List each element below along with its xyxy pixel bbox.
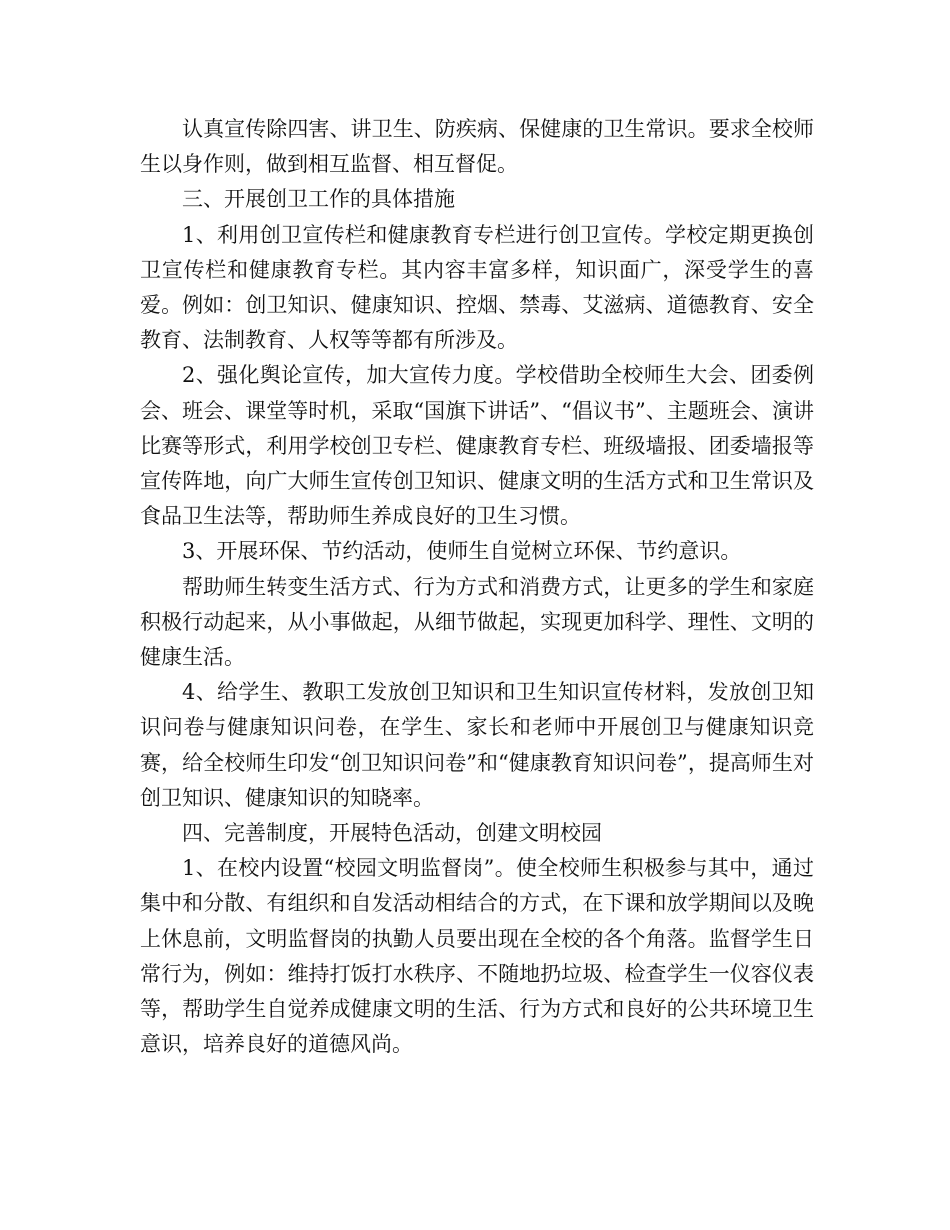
paragraph-lifestyle: 帮助师生转变生活方式、行为方式和消费方式，让更多的学生和家庭积极行动起来，从小事做起，从细节做起，实现更加科学、理性、文明的健康生活。	[140, 574, 814, 670]
paragraph-supervision-post: 1、在校内设置“校园文明监督岗”。使全校师生积极参与其中，通过集中和分散、有组织和自发活动相结合的方式，在下课和放学期间以及晚上休息前，文明监督岗的执勤人员要出现在全校的各个角落。监督学生日常行为，例如：维持打饭打水秩序、不随地扔垃圾、检查学生一仪容仪表等，帮助学生自觉养成健康文明的生活、行为方式和良好的公共环境卫生意识，培养良好的道德风尚。	[140, 856, 814, 1057]
paragraph-promote-hygiene: 认真宣传除四害、讲卫生、防疾病、保健康的卫生常识。要求全校师生以身作则，做到相互监督、相互督促。	[140, 117, 814, 177]
paragraph-measure-2: 2、强化舆论宣传，加大宣传力度。学校借助全校师生大会、团委例会、班会、课堂等时机，采取“国旗下讲话”、“倡议书”、主题班会、演讲比赛等形式，利用学校创卫专栏、健康教育专栏、班级墙报、团委墙报等宣传阵地，向广大师生宣传创卫知识、健康文明的生活方式和卫生常识及食品卫生法等，帮助师生养成良好的卫生习惯。	[140, 363, 814, 529]
paragraph-measure-3: 3、开展环保、节约活动，使师生自觉树立环保、节约意识。	[182, 539, 742, 564]
paragraph-measure-1: 1、利用创卫宣传栏和健康教育专栏进行创卫宣传。学校定期更换创卫宣传栏和健康教育专栏。其内容丰富多样，知识面广，深受学生的喜爱。例如：创卫知识、健康知识、控烟、禁毒、艾滋病、道德教育、安全教育、法制教育、人权等等都有所涉及。	[140, 222, 814, 353]
paragraph-measure-4: 4、给学生、教职工发放创卫知识和卫生知识宣传材料，发放创卫知识问卷与健康知识问卷，在学生、家长和老师中开展创卫与健康知识竞赛，给全校师生印发“创卫知识问卷”和“健康教育知识问卷”，提高师生对创卫知识、健康知识的知晓率。	[140, 680, 814, 810]
section-heading-measures: 三、开展创卫工作的具体措施	[182, 187, 455, 212]
document-body	[140, 112, 814, 1062]
section-heading-civilized-campus: 四、完善制度，开展特色活动，创建文明校园	[182, 821, 602, 846]
